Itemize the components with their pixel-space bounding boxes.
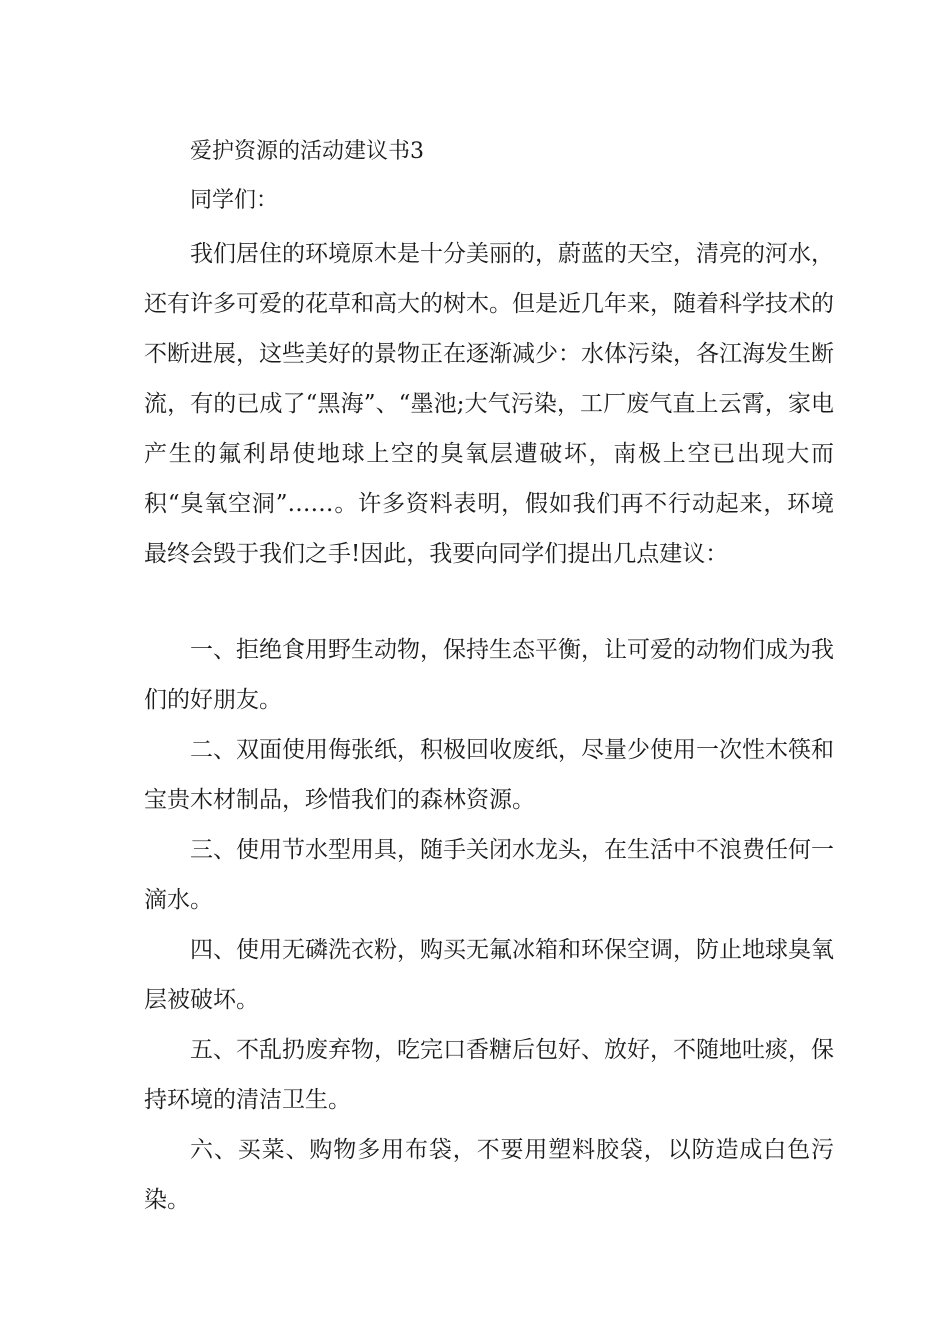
salutation: 同学们： bbox=[190, 188, 279, 213]
suggestion-2: 二、双面使用侮张纸，积极回收废纸，尽量少使用一次性木筷和宝贵木材制品，珍惜我们的森林资源。 bbox=[144, 737, 834, 813]
suggestion-1: 一、拒绝食用野生动物，保持生态平衡，让可爱的动物们成为我们的好朋友。 bbox=[144, 637, 834, 713]
intro-paragraph: 我们居住的环境原木是十分美丽的，蔚蓝的天空，清亮的河水，还有许多可爱的花草和高大的树木。但是近几年来，随着科学技术的不断进展，这些美好的景物正在逐渐减少：水体污染，各江海发生断流，有的已成了“黑海”、“墨池;大气污染，工厂废气直上云霄，家电产生的氟利昂使地球上空的臭氧层遭破坏，南极上空已出现大而积“臭氧空洞”……。许多资料表明，假如我们再不行动起来，环境最终会毁于我们之手!因此，我要向同学们提出几点建议： bbox=[144, 241, 834, 567]
document-title: 爱护资源的活动建议书3 bbox=[190, 139, 424, 164]
suggestion-3: 三、使用节水型用具，随手关闭水龙头，在生活中不浪费任何一滴水。 bbox=[144, 837, 834, 913]
suggestion-4: 四、使用无磷洗衣粉，购买无氟冰箱和环保空调，防止地球臭氧层被破坏。 bbox=[144, 937, 834, 1013]
suggestion-5: 五、不乱扔废弃物，吃完口香糖后包好、放好，不随地吐痰，保持环境的清洁卫生。 bbox=[144, 1037, 834, 1113]
suggestion-6: 六、买菜、购物多用布袋，不要用塑料胶袋，以防造成白色污染。 bbox=[144, 1137, 834, 1213]
